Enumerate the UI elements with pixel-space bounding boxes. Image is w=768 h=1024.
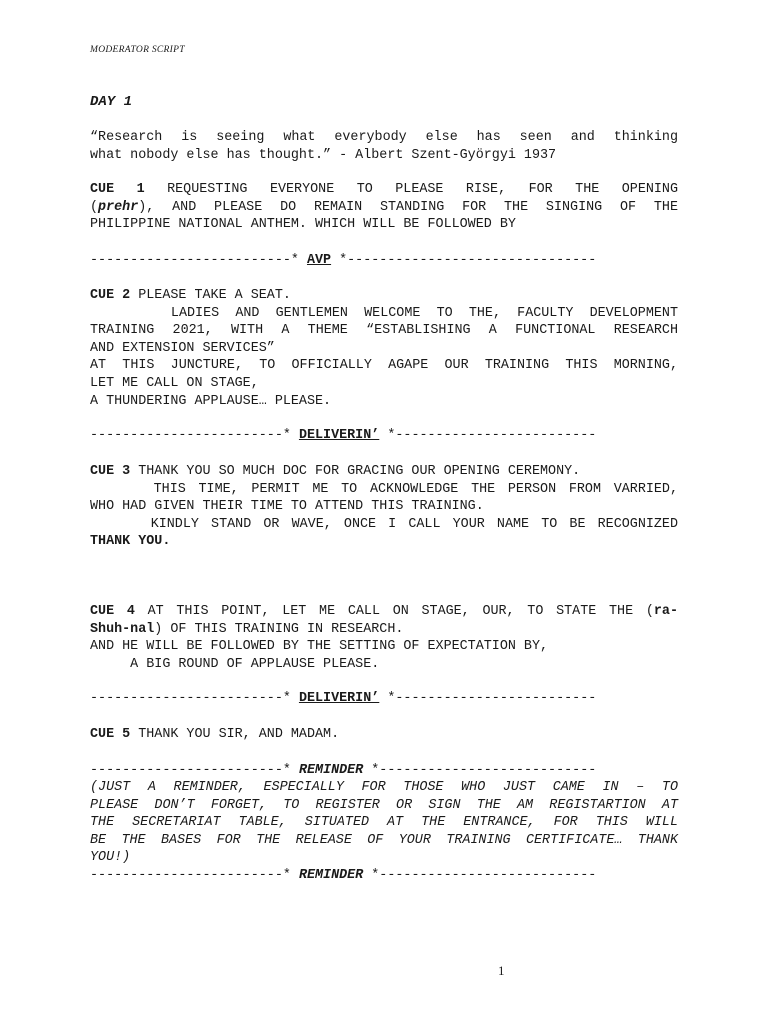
divider-label: AVP <box>306 253 332 268</box>
reminder-line: PLEASE DON’T FORGET, TO REGISTER OR SIGN THE AM REGISTARTION AT <box>90 797 678 813</box>
cue-2-line: TRAINING 2021, WITH A THEME “ESTABLISHING A FUNCTIONAL RESEARCH <box>90 323 678 339</box>
pronunciation: prehr <box>98 199 139 215</box>
divider-reminder-top: ------------------------* REMINDER *--------------------------- <box>90 763 597 778</box>
divider-reminder-bottom: ------------------------* REMINDER *--------------------------- <box>90 868 597 883</box>
cue-3-line: WHO HAD GIVEN THEIR TIME TO ATTEND THIS TRAINING. <box>90 499 484 515</box>
divider-deliverin-2: ------------------------* DELIVERIN’ *------------------------- <box>90 691 597 706</box>
cue-4-line: AND HE WILL BE FOLLOWED BY THE SETTING OF EXPECTATION BY, <box>90 639 549 655</box>
cue-5 <box>90 726 678 744</box>
cue-1-line: CUE 1 REQUESTING EVERYONE TO PLEASE RISE, FOR THE OPENING <box>90 182 678 197</box>
day-heading: DAY 1 <box>90 94 133 110</box>
cue-label: CUE 2 <box>90 288 131 303</box>
cue-2-line: CUE 2 PLEASE TAKE A SEAT. <box>90 288 291 303</box>
cue-2-line: A THUNDERING APPLAUSE… PLEASE. <box>90 393 332 409</box>
cue-1-line: PHILIPPINE NATIONAL ANTHEM. WHICH WILL BE FOLLOWED BY <box>90 217 516 233</box>
cue-3-line: THIS TIME, PERMIT ME TO ACKNOWLEDGE THE PERSON FROM VARRIED, <box>90 481 678 497</box>
page-number: 1 <box>498 963 505 978</box>
opening-quote <box>90 129 678 164</box>
quote-line: “Research is seeing what everybody else has seen and thinking <box>90 130 678 145</box>
cue-2-line: AT THIS JUNCTURE, TO OFFICIALLY AGAPE OUR TRAINING THIS MORNING, <box>90 358 678 374</box>
cue-4-line: CUE 4 AT THIS POINT, LET ME CALL ON STAGE, OUR, TO STATE THE (ra- <box>90 604 678 619</box>
cue-3 <box>90 463 678 551</box>
reminder-line: YOU!) <box>90 850 131 866</box>
cue-1 <box>90 181 678 234</box>
cue-2-line: LADIES AND GENTLEMEN WELCOME TO THE, FACULTY DEVELOPMENT <box>90 305 678 321</box>
cue-label: CUE 1 <box>90 182 145 197</box>
cue-label: CUE 5 <box>90 727 131 742</box>
cue-3-line: THANK YOU. <box>90 534 171 550</box>
divider-deliverin-1: ------------------------* DELIVERIN’ *------------------------- <box>90 428 597 443</box>
cue-5-line: CUE 5 THANK YOU SIR, AND MADAM. <box>90 727 340 742</box>
divider-label: DELIVERIN’ <box>298 691 380 706</box>
reminder-line: (JUST A REMINDER, ESPECIALLY FOR THOSE WHO JUST CAME IN – TO <box>90 780 678 795</box>
divider-label: REMINDER <box>298 868 364 883</box>
divider-label: REMINDER <box>298 763 364 778</box>
cue-2-line: AND EXTENSION SERVICES” <box>90 340 275 356</box>
cue-label: CUE 4 <box>90 604 135 619</box>
running-header: MODERATOR SCRIPT <box>90 45 185 55</box>
divider-avp: -------------------------* AVP *------------------------------- <box>90 253 597 268</box>
cue-3-line: CUE 3 THANK YOU SO MUCH DOC FOR GRACING OUR OPENING CEREMONY. <box>90 464 581 479</box>
cue-2 <box>90 287 678 410</box>
quote-line: what nobody else has thought.” - Albert Szent-Györgyi 1937 <box>90 147 557 163</box>
pronunciation: Shuh-nal <box>90 621 155 637</box>
divider-label: DELIVERIN’ <box>298 428 380 443</box>
cue-4 <box>90 603 678 673</box>
cue-4-line: Shuh-nal) OF THIS TRAINING IN RESEARCH. <box>90 621 404 637</box>
reminder-note <box>90 779 678 867</box>
cue-4-line: A BIG ROUND OF APPLAUSE PLEASE. <box>90 656 380 672</box>
pronunciation: ra- <box>653 604 678 619</box>
cue-2-line: LET ME CALL ON STAGE, <box>90 375 259 391</box>
reminder-line: THE SECRETARIAT TABLE, SITUATED AT THE ENTRANCE, FOR THIS WILL <box>90 815 678 831</box>
reminder-line: BE THE BASES FOR THE RELEASE OF YOUR TRAINING CERTIFICATE… THANK <box>90 832 678 848</box>
cue-label: CUE 3 <box>90 464 131 479</box>
cue-1-line: (prehr), AND PLEASE DO REMAIN STANDING FOR THE SINGING OF THE <box>90 199 678 215</box>
cue-3-line: KINDLY STAND OR WAVE, ONCE I CALL YOUR NAME TO BE RECOGNIZED <box>90 516 678 532</box>
